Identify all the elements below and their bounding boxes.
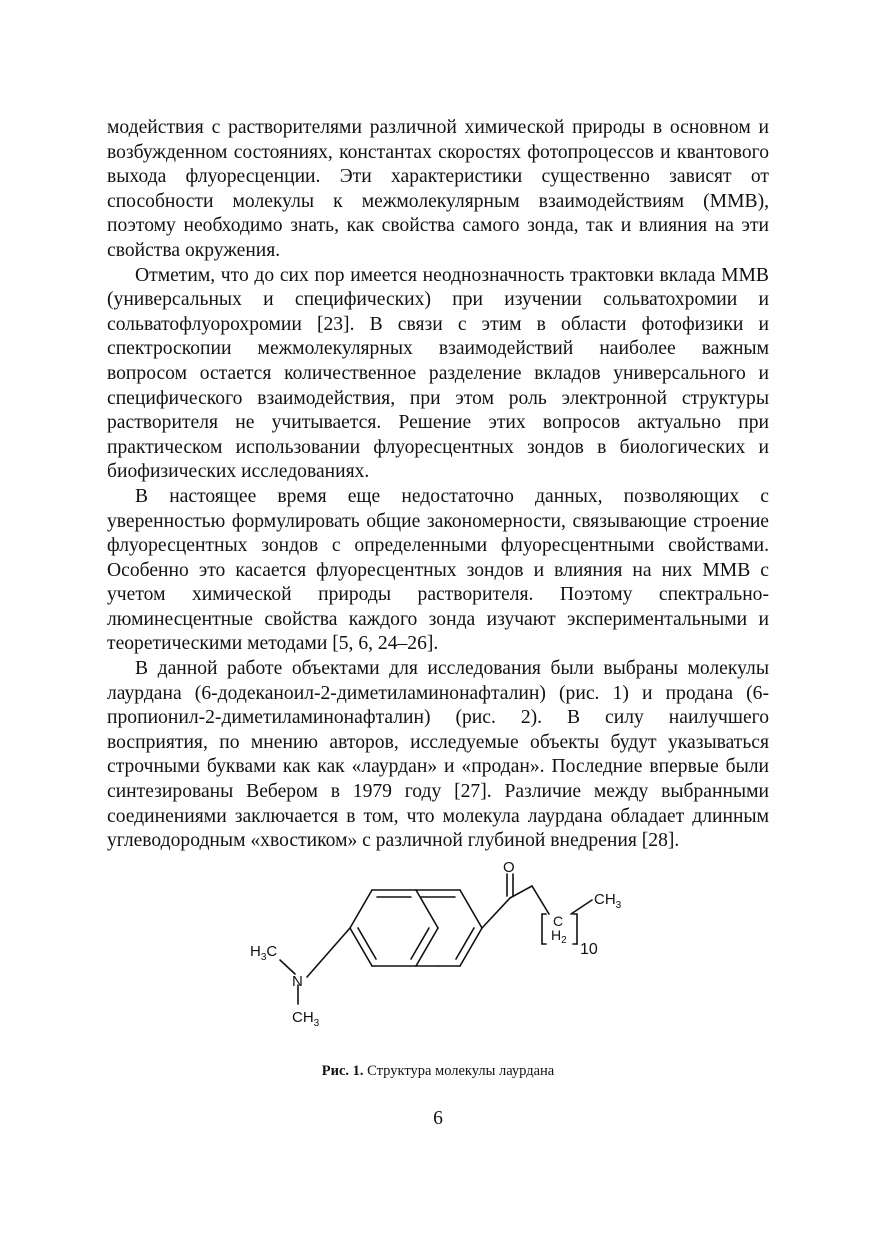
label-chain-carbon: C: [553, 913, 564, 929]
double-bond-shared: [411, 928, 429, 959]
bond-chain-in: [532, 886, 549, 914]
paragraph-1: модействия с растворителями различной химической природы в основном и возбужденном состояниях, константах скоростях фотопроцессов и квантового выхода флуоресценции. Эти характеристики существенно зависят от способности молекулы к межмолекулярным взаимодействиям (ММВ), поэтому необходимо знать, как свойства самого зонда, так и влияния на эти свойства окружения.: [107, 117, 769, 261]
label-methyl-bottom: $CH_3$: [292, 1009, 320, 1029]
bond-nitrogen-methyl-left: [280, 960, 295, 974]
label-chain-repeat: 10: [580, 941, 598, 958]
bond-ring-to-carbonyl: [482, 898, 510, 928]
caption-label: Рис. 1.: [321, 1063, 364, 1079]
bond-ring-right-upper: [460, 890, 482, 928]
caption-text: Структура молекулы лаурдана: [363, 1063, 555, 1079]
label-chain-hydrogen: $H_2$: [551, 927, 567, 946]
label-oxygen: O: [503, 859, 515, 876]
laurdan-structure-diagram: [240, 852, 640, 1042]
page-number: 6: [433, 1108, 443, 1129]
double-bond-left-lower: [358, 928, 376, 959]
paragraph-3: В настоящее время еще недостаточно данных, позволяющих с уверенностью формулировать общие закономерности, связывающие строение флуоресцентных зондов с определенными флуоресцентными свойствами. Особенно это касается флуоресцентных зондов и влияния на них ММВ с учетом химической природы растворителя. Поэтому спектрально-люминесцентные свойства каждого зонда изучают экспериментальными и теоретическими методами [5, 6, 24–26].: [107, 485, 769, 655]
paragraph-4: В данной работе объектами для исследования были выбраны молекулы лаурдана (6-додеканоил-2-диметиламинонафталин) (рис. 1) и продана (6-пропионил-2-диметиламинонафталин) (рис. 2). В силу наилучшего восприятия, по мнению авторов, исследуемые объекты будут указываться строчными буквами как как «лаурдан» и «продан». Последние впервые были синтезированы Вебером в 1979 году [27]. Различие между выбранными соединениями заключается в том, что молекула лаурдана обладает длинным углеводородным «хвостиком» с различной глубиной внедрения [28].: [107, 658, 769, 852]
bond-ring-shared-top: [416, 890, 438, 928]
body-text: [107, 116, 769, 854]
bond-chain-out: [571, 900, 592, 914]
laurdan-structure-figure: [240, 852, 640, 1042]
label-nitrogen: N: [292, 973, 303, 990]
bond-ring-shared-bottom: [416, 928, 438, 966]
bond-ring-left-upper: [350, 890, 372, 928]
figure-caption: [0, 1063, 876, 1080]
paragraph-2: Отметим, что до сих пор имеется неоднозначность трактовки вклада ММВ (универсальных и специфических) при изучении сольватохромии и сольватофлуорохромии [23]. В связи с этим в области фотофизики и спектроскопии межмолекулярных взаимодействий наиболее важным вопросом остается количественное разделение вкладов универсального и специфического взаимодействия, при этом роль электронной структуры растворителя не учитывается. Решение этих вопросов актуально при практическом использовании флуоресцентных зондов в биологических и биофизических исследованиях.: [107, 264, 769, 483]
label-methyl-left: $H_3C$: [250, 943, 278, 963]
double-bond-right-lower: [456, 928, 474, 959]
label-methyl-terminal: $CH_3$: [594, 891, 622, 911]
bond-ring-to-nitrogen: [307, 928, 350, 977]
